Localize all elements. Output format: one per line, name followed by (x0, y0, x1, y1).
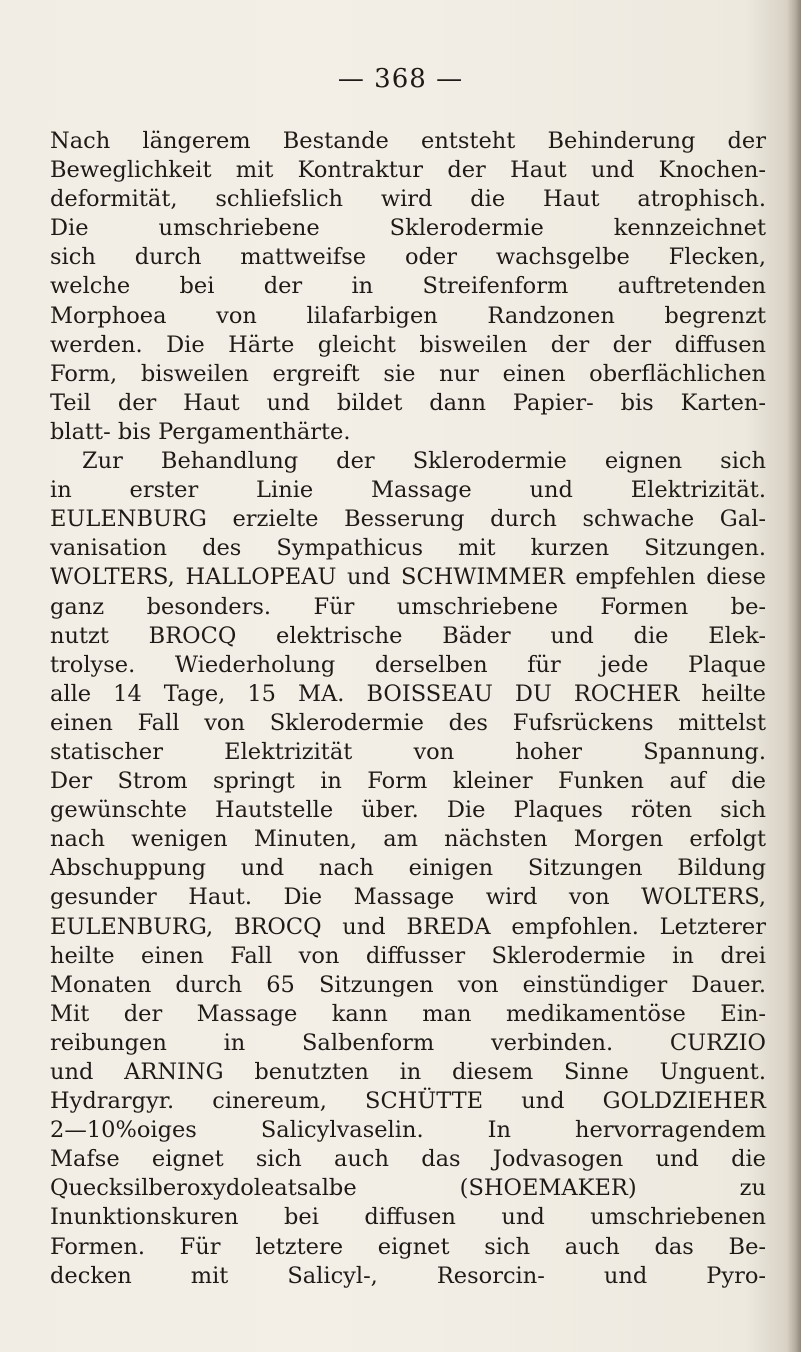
text-line: Form, bisweilen ergreift sie nur einen oberflächlichen (50, 360, 766, 387)
text-line: Mit der Massage kann man medikamentöse Ein- (50, 1000, 766, 1027)
text-line: gewünschte Hautstelle über. Die Plaques röten sich (50, 797, 766, 824)
text-line: sich durch mattweifse oder wachsgelbe Flecken, (50, 244, 766, 271)
text-line: reibungen in Salbenform verbinden. CURZIO (50, 1029, 766, 1056)
text-line: Nach längerem Bestande entsteht Behinderung der (50, 128, 766, 154)
text-line: blatt- bis Pergamenthärte. (50, 418, 351, 445)
text-line: und ARNING benutzten in diesem Sinne Unguent. (50, 1059, 766, 1085)
text-line: Mafse eignet sich auch das Jodvasogen und die (50, 1146, 766, 1173)
body-text (50, 127, 766, 1291)
text-line: gesunder Haut. Die Massage wird von WOLTERS, (50, 884, 766, 911)
text-line: Abschuppung und nach einigen Sitzungen Bildung (50, 855, 766, 882)
text-line: trolyse. Wiederholung derselben für jede Plaque (50, 651, 766, 678)
text-line: Teil der Haut und bildet dann Papier- bis Karten- (50, 389, 766, 416)
text-line: Quecksilberoxydoleatsalbe (SHOEMAKER) zu (50, 1175, 766, 1202)
text-line: statischer Elektrizität von hoher Spannung. (50, 738, 766, 765)
text-line: Hydrargyr. cinereum, SCHÜTTE und GOLDZIEHER (50, 1088, 766, 1115)
text-line: einen Fall von Sklerodermie des Fufsrückens mittelst (50, 709, 766, 736)
text-line: welche bei der in Streifenform auftretenden (50, 273, 766, 300)
text-line: deformität, schliefslich wird die Haut atrophisch. (50, 186, 766, 213)
text-line: heilte einen Fall von diffusser Sklerodermie in drei (50, 942, 766, 969)
page-number: — 368 — (337, 64, 464, 94)
text-line: vanisation des Sympathicus mit kurzen Sitzungen. (50, 535, 766, 562)
text-line: Morphoea von lilafarbigen Randzonen begrenzt (50, 302, 766, 329)
text-line: 2—10%oiges Salicylvaselin. In hervorragendem (50, 1117, 766, 1144)
text-line: Formen. Für letztere eignet sich auch das Be- (50, 1233, 766, 1260)
text-line: Beweglichkeit mit Kontraktur der Haut und Knochen- (50, 157, 766, 184)
text-line: Der Strom springt in Form kleiner Funken auf die (50, 768, 766, 795)
text-line: WOLTERS, HALLOPEAU und SCHWIMMER empfehlen diese (50, 564, 766, 591)
text-line: nutzt BROCQ elektrische Bäder und die Elek- (50, 622, 766, 649)
text-line: EULENBURG, BROCQ und BREDA empfohlen. Letzterer (50, 913, 766, 940)
text-line: Die umschriebene Sklerodermie kennzeichnet (50, 215, 766, 242)
text-line: werden. Die Härte gleicht bisweilen der der diffusen (50, 331, 766, 358)
text-line: Zur Behandlung der Sklerodermie eignen sich (82, 448, 766, 475)
text-line: decken mit Salicyl-, Resorcin- und Pyro- (50, 1262, 766, 1289)
text-line: in erster Linie Massage und Elektrizität. (50, 477, 766, 504)
page-edge-shadow (787, 0, 801, 1352)
text-line: nach wenigen Minuten, am nächsten Morgen erfolgt (50, 826, 766, 853)
text-line: EULENBURG erzielte Besserung durch schwache Gal- (50, 506, 766, 533)
text-line: ganz besonders. Für umschriebene Formen be- (50, 593, 766, 620)
text-line: Inunktionskuren bei diffusen und umschriebenen (50, 1204, 766, 1231)
text-line: alle 14 Tage, 15 MA. BOISSEAU DU ROCHER heilte (50, 680, 766, 707)
text-line: Monaten durch 65 Sitzungen von einstündiger Dauer. (50, 971, 766, 998)
